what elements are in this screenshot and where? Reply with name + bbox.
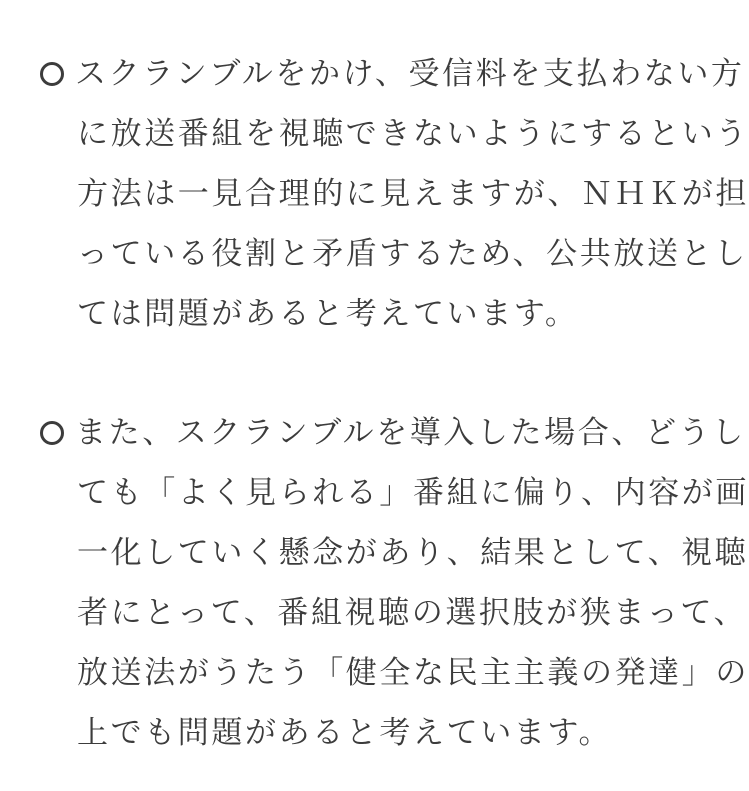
paragraph-line [40, 284, 720, 344]
paragraph-text: ても「よく見られる」番組に偏り、内容が画 [77, 475, 749, 511]
paragraph-line [40, 104, 749, 164]
paragraph-text: に放送番組を視聴できないようにするという [77, 116, 749, 152]
circle-outline-icon [40, 62, 64, 86]
circle-outline-icon [40, 421, 64, 445]
paragraph-text: 放送法がうたう「健全な民主主義の発達」の [77, 655, 749, 691]
paragraph-line [40, 403, 746, 463]
paragraph-text: 者にとって、番組視聴の選択肢が狭まって、 [77, 595, 748, 631]
paragraph-line [40, 44, 745, 104]
paragraph-text: スクランブルをかけ、受信料を支払わない方 [75, 56, 745, 92]
paragraph-text: 一化していく懸念があり、結果として、視聴 [77, 535, 749, 571]
paragraph-text: っている役割と矛盾するため、公共放送とし [77, 236, 748, 272]
paragraph-line [40, 463, 749, 523]
paragraph-scramble-method [40, 44, 749, 344]
paragraph-line [40, 164, 749, 224]
paragraph-line [40, 224, 748, 284]
paragraph-text: また、スクランブルを導入した場合、どうし [75, 415, 746, 451]
paragraph-line [40, 523, 749, 583]
paragraph-line [40, 583, 748, 643]
paragraph-line [40, 643, 749, 703]
paragraph-text: 上でも問題があると考えています。 [77, 715, 613, 751]
paragraph-line [40, 703, 720, 763]
paragraph-text: ては問題があると考えています。 [77, 296, 579, 332]
paragraph-scramble-concern [40, 403, 749, 763]
paragraph-text: 方法は一見合理的に見えますが、ＮＨＫが担 [77, 176, 749, 212]
